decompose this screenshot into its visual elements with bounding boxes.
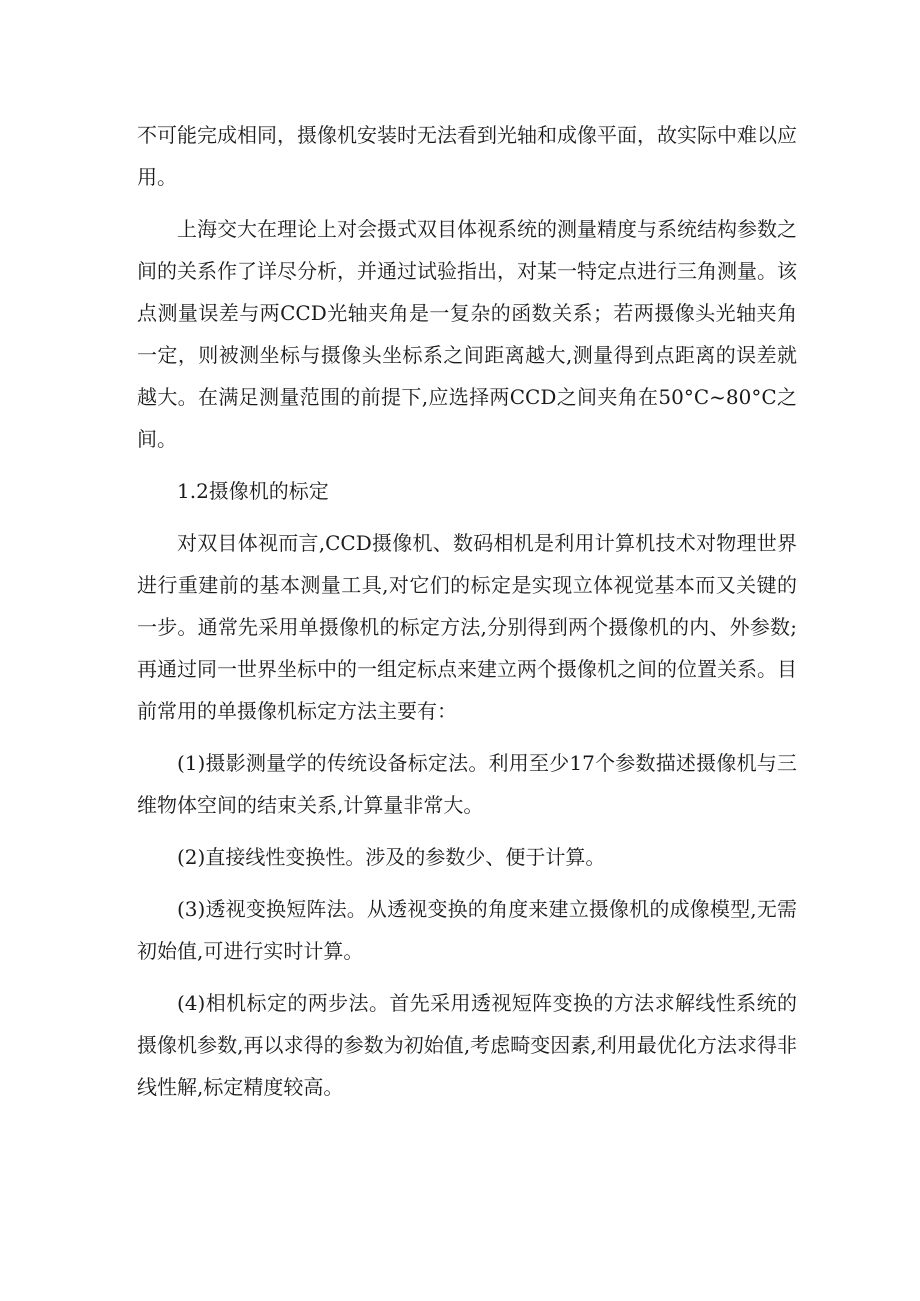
list-item-method-2: (2)直接线性变换性。涉及的参数少、便于计算。: [177, 845, 606, 869]
list-item-method-3: (3)透视变换短阵法。从透视变换的角度来建立摄像机的成像模型,无需初始值,可进行实时计算。: [137, 897, 797, 963]
list-item-method-1: (1)摄影测量学的传统设备标定法。利用至少17个参数描述摄像机与三维物体空间的结束关系,计算量非常大。: [137, 751, 797, 817]
section-heading-camera-calibration: 1.2摄像机的标定: [177, 479, 329, 503]
document-body: [137, 114, 797, 1118]
paragraph-calibration-intro: 对双目体视而言,CCD摄像机、数码相机是利用计算机技术对物理世界进行重建前的基本测量工具,对它们的标定是实现立体视觉基本而又关键的一步。通常先采用单摄像机的标定方法,分别得到两个摄像机的内、外参数;再通过同一世界坐标中的一组定标点来建立两个摄像机之间的位置关系。目前常用的单摄像机标定方法主要有：: [137, 531, 797, 723]
paragraph-measurement-accuracy: 上海交大在理论上对会摄式双目体视系统的测量精度与系统结构参数之间的关系作了详尽分析，并通过试验指出，对某一特定点进行三角测量。该点测量误差与两CCD光轴夹角是一复杂的函数关系；若两摄像头光轴夹角一定，则被测坐标与摄像头坐标系之间距离越大,测量得到点距离的误差就越大。在满足测量范围的前提下,应选择两CCD之间夹角在50°C~80°C之间。: [137, 217, 797, 451]
list-item-method-4: (4)相机标定的两步法。首先采用透视短阵变换的方法求解线性系统的摄像机参数,再以求得的参数为初始值,考虑畸变因素,利用最优化方法求得非线性解,标定精度较高。: [137, 991, 797, 1099]
paragraph-continuation: 不可能完成相同，摄像机安装时无法看到光轴和成像平面，故实际中难以应用。: [137, 123, 797, 189]
